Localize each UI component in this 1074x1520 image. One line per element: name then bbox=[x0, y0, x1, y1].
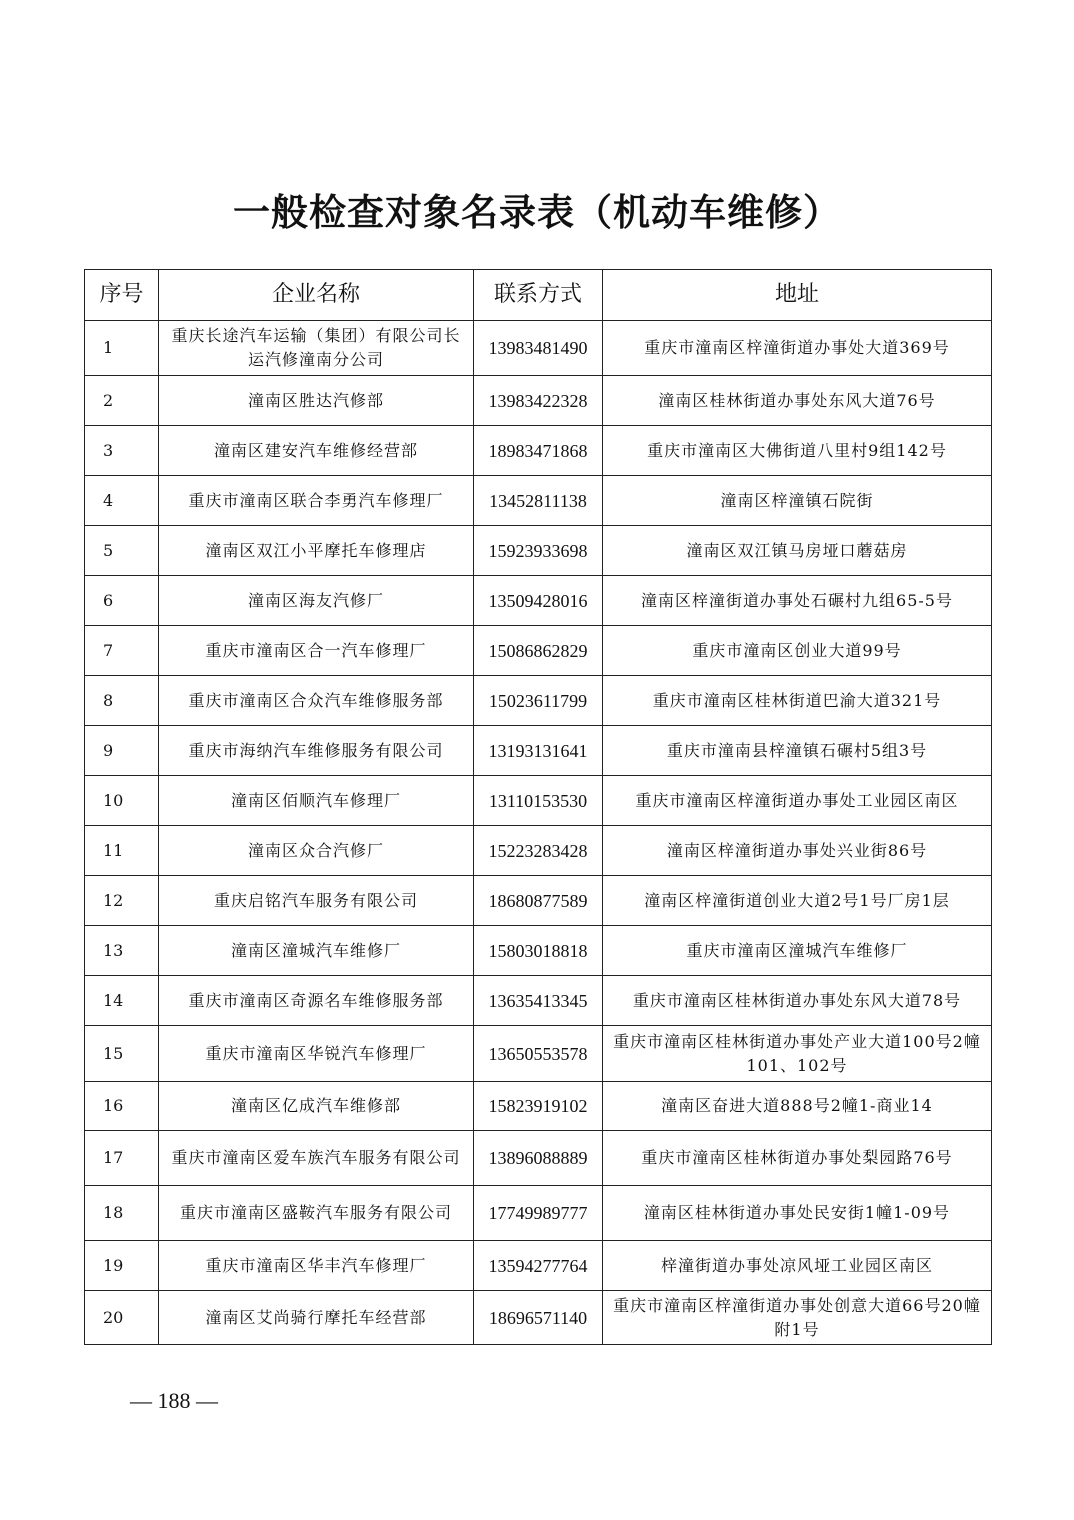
table-row bbox=[85, 776, 992, 826]
address: 潼南区梓潼街道办事处石碾村九组65-5号 bbox=[603, 576, 992, 626]
contact-phone: 15803018818 bbox=[474, 926, 603, 976]
table-row bbox=[85, 826, 992, 876]
contact-phone: 15023611799 bbox=[474, 676, 603, 726]
table-row bbox=[85, 1026, 992, 1082]
page-title: 一般检查对象名录表（机动车维修） bbox=[233, 191, 841, 234]
contact-phone: 18680877589 bbox=[474, 876, 603, 926]
table-row bbox=[85, 1186, 992, 1241]
address: 重庆市潼南县梓潼镇石碾村5组3号 bbox=[603, 726, 992, 776]
company-name: 潼南区胜达汽修部 bbox=[159, 376, 474, 426]
company-name: 潼南区佰顺汽车修理厂 bbox=[159, 776, 474, 826]
row-number: 14 bbox=[85, 976, 159, 1026]
row-number: 15 bbox=[85, 1026, 159, 1082]
page-number: — 188 — bbox=[130, 1388, 218, 1413]
company-name: 重庆市潼南区盛鞍汽车服务有限公司 bbox=[159, 1186, 474, 1241]
company-name: 重庆市潼南区华丰汽车修理厂 bbox=[159, 1241, 474, 1291]
address: 潼南区梓潼镇石院街 bbox=[603, 476, 992, 526]
company-name: 重庆长途汽车运输（集团）有限公司长运汽修潼南分公司 bbox=[159, 321, 474, 376]
row-number: 11 bbox=[85, 826, 159, 876]
company-name: 潼南区亿成汽车维修部 bbox=[159, 1082, 474, 1131]
table-row bbox=[85, 676, 992, 726]
row-number: 20 bbox=[85, 1291, 159, 1345]
row-number: 10 bbox=[85, 776, 159, 826]
table-row bbox=[85, 1131, 992, 1186]
company-name: 潼南区海友汽修厂 bbox=[159, 576, 474, 626]
table-row bbox=[85, 476, 992, 526]
company-name: 潼南区建安汽车维修经营部 bbox=[159, 426, 474, 476]
address: 重庆市潼南区梓潼街道办事处工业园区南区 bbox=[603, 776, 992, 826]
row-number: 13 bbox=[85, 926, 159, 976]
contact-phone: 15223283428 bbox=[474, 826, 603, 876]
company-name: 重庆市潼南区爱车族汽车服务有限公司 bbox=[159, 1131, 474, 1186]
contact-phone: 17749989777 bbox=[474, 1186, 603, 1241]
company-name: 重庆启铭汽车服务有限公司 bbox=[159, 876, 474, 926]
address: 重庆市潼南区创业大道99号 bbox=[603, 626, 992, 676]
row-number: 3 bbox=[85, 426, 159, 476]
table-row bbox=[85, 876, 992, 926]
company-name: 重庆市潼南区奇源名车维修服务部 bbox=[159, 976, 474, 1026]
header-name: 企业名称 bbox=[159, 270, 474, 321]
table-row bbox=[85, 1082, 992, 1131]
address: 重庆市潼南区桂林街道办事处产业大道100号2幢101、102号 bbox=[603, 1026, 992, 1082]
table-body bbox=[85, 321, 992, 1345]
address: 潼南区双江镇马房垭口蘑菇房 bbox=[603, 526, 992, 576]
row-number: 18 bbox=[85, 1186, 159, 1241]
address: 重庆市潼南区桂林街道办事处梨园路76号 bbox=[603, 1131, 992, 1186]
contact-phone: 15923933698 bbox=[474, 526, 603, 576]
company-name: 重庆市潼南区联合李勇汽车修理厂 bbox=[159, 476, 474, 526]
address: 重庆市潼南区梓潼街道办事处创意大道66号20幢附1号 bbox=[603, 1291, 992, 1345]
company-name: 重庆市海纳汽车维修服务有限公司 bbox=[159, 726, 474, 776]
address: 重庆市潼南区桂林街道巴渝大道321号 bbox=[603, 676, 992, 726]
address: 潼南区梓潼街道办事处兴业街86号 bbox=[603, 826, 992, 876]
row-number: 5 bbox=[85, 526, 159, 576]
address: 潼南区桂林街道办事处东风大道76号 bbox=[603, 376, 992, 426]
row-number: 9 bbox=[85, 726, 159, 776]
address: 重庆市潼南区梓潼街道办事处大道369号 bbox=[603, 321, 992, 376]
inspection-table bbox=[84, 269, 992, 1345]
contact-phone: 13896088889 bbox=[474, 1131, 603, 1186]
address: 重庆市潼南区桂林街道办事处东风大道78号 bbox=[603, 976, 992, 1026]
contact-phone: 13509428016 bbox=[474, 576, 603, 626]
table-header-row bbox=[85, 270, 992, 321]
company-name: 重庆市潼南区华锐汽车修理厂 bbox=[159, 1026, 474, 1082]
table-row bbox=[85, 576, 992, 626]
contact-phone: 13650553578 bbox=[474, 1026, 603, 1082]
contact-phone: 13983422328 bbox=[474, 376, 603, 426]
header-phone: 联系方式 bbox=[474, 270, 603, 321]
company-name: 重庆市潼南区合众汽车维修服务部 bbox=[159, 676, 474, 726]
row-number: 19 bbox=[85, 1241, 159, 1291]
table-row bbox=[85, 1241, 992, 1291]
row-number: 17 bbox=[85, 1131, 159, 1186]
header-address: 地址 bbox=[603, 270, 992, 321]
row-number: 12 bbox=[85, 876, 159, 926]
contact-phone: 13635413345 bbox=[474, 976, 603, 1026]
contact-phone: 13193131641 bbox=[474, 726, 603, 776]
contact-phone: 13452811138 bbox=[474, 476, 603, 526]
address: 重庆市潼南区潼城汽车维修厂 bbox=[603, 926, 992, 976]
company-name: 重庆市潼南区合一汽车修理厂 bbox=[159, 626, 474, 676]
table-row bbox=[85, 626, 992, 676]
company-name: 潼南区众合汽修厂 bbox=[159, 826, 474, 876]
row-number: 1 bbox=[85, 321, 159, 376]
contact-phone: 18696571140 bbox=[474, 1291, 603, 1345]
contact-phone: 13983481490 bbox=[474, 321, 603, 376]
address: 重庆市潼南区大佛街道八里村9组142号 bbox=[603, 426, 992, 476]
address: 潼南区桂林街道办事处民安街1幢1-09号 bbox=[603, 1186, 992, 1241]
contact-phone: 15086862829 bbox=[474, 626, 603, 676]
table-row bbox=[85, 376, 992, 426]
contact-phone: 13594277764 bbox=[474, 1241, 603, 1291]
table-row bbox=[85, 926, 992, 976]
contact-phone: 15823919102 bbox=[474, 1082, 603, 1131]
row-number: 2 bbox=[85, 376, 159, 426]
company-name: 潼南区艾尚骑行摩托车经营部 bbox=[159, 1291, 474, 1345]
contact-phone: 18983471868 bbox=[474, 426, 603, 476]
row-number: 6 bbox=[85, 576, 159, 626]
address: 潼南区奋进大道888号2幢1-商业14 bbox=[603, 1082, 992, 1131]
header-no: 序号 bbox=[85, 270, 159, 321]
company-name: 潼南区潼城汽车维修厂 bbox=[159, 926, 474, 976]
row-number: 4 bbox=[85, 476, 159, 526]
table-row bbox=[85, 1291, 992, 1345]
table-row bbox=[85, 526, 992, 576]
address: 梓潼街道办事处凉风垭工业园区南区 bbox=[603, 1241, 992, 1291]
table-row bbox=[85, 976, 992, 1026]
contact-phone: 13110153530 bbox=[474, 776, 603, 826]
company-name: 潼南区双江小平摩托车修理店 bbox=[159, 526, 474, 576]
table-row bbox=[85, 426, 992, 476]
row-number: 16 bbox=[85, 1082, 159, 1131]
row-number: 8 bbox=[85, 676, 159, 726]
row-number: 7 bbox=[85, 626, 159, 676]
table-row bbox=[85, 726, 992, 776]
address: 潼南区梓潼街道创业大道2号1号厂房1层 bbox=[603, 876, 992, 926]
table-row bbox=[85, 321, 992, 376]
